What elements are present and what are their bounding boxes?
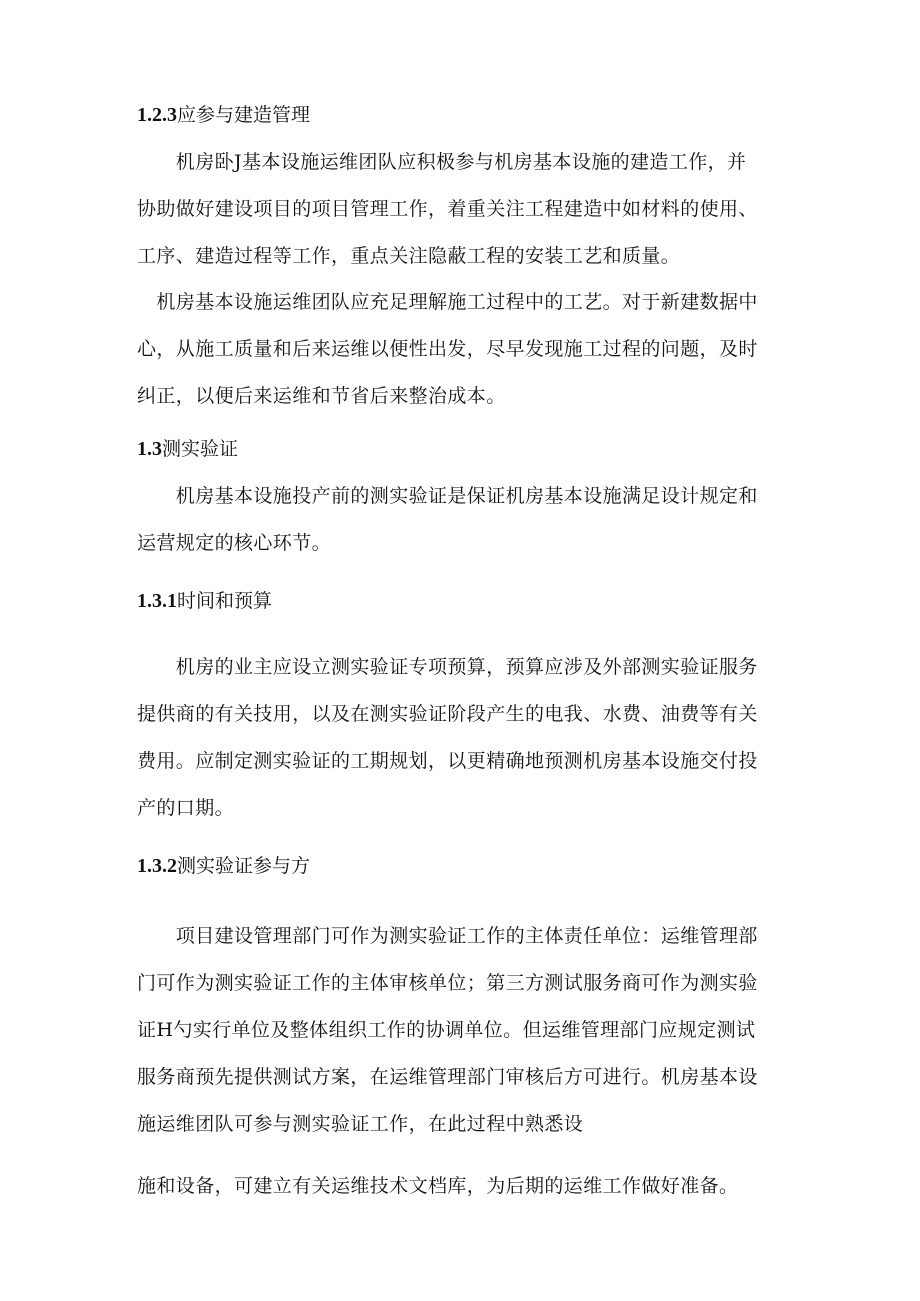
section-heading-1-3-1 [137,589,272,613]
text-line: 产的口期。 [137,797,235,819]
text-line: 施和设备，可建立有关运维技术文档库，为后期的运维工作做好准备。 [137,1175,739,1197]
paragraph [137,150,787,268]
text-line: 纠正，以便后来运维和节省后来整治成本。 [137,385,506,407]
heading-text: 时间和预算 [177,590,273,612]
paragraph [137,484,787,555]
text-line: 项目建设管理部门可作为测实验证工作的主体责任单位：运维管理部 [137,925,758,947]
heading-number: 1.3 [137,438,162,460]
paragraph [137,924,787,1136]
text-line: 心，从施工质量和后来运维以便性出发，尽早发现施工过程的问题，及时 [137,338,758,360]
heading-text: 测实验证 [162,438,239,460]
text-line: 服务商预先提供测试方案，在运维管理部门审核后方可进行。机房基本设 [137,1066,758,1088]
section-heading-1-3-2 [137,854,310,878]
section-heading-1-2-3 [137,103,310,127]
text-line: 机房基本设施运维团队应充足理解施工过程中的工艺。对于新建数据中 [137,291,758,313]
paragraph [137,290,787,408]
text-line: 协助做好建设项目的项目管理工作，着重关注工程建造中如材料的使用、 [137,198,758,220]
text-line: 机房基本设施投产前的测实验证是保证机房基本设施满足设计规定和 [137,485,758,507]
text-line: 工序、建造过程等工作，重点关注隐蔽工程的安装工艺和质量。 [137,245,681,267]
heading-number: 1.2.3 [137,104,177,126]
paragraph [137,1174,787,1198]
heading-number: 1.3.1 [137,590,177,612]
text-line: 提供商的有关技用，以及在测实验证阶段产生的电我、水费、油费等有关 [137,703,758,725]
section-heading-1-3 [137,437,238,461]
heading-text: 测实验证参与方 [177,855,311,877]
text-line: 费用。应制定测实验证的工期规划，以更精确地预测机房基本设施交付投 [137,750,758,772]
heading-text: 应参与建造管理 [177,104,311,126]
text-line: 证H勺实行单位及整体组织工作的协调单位。但运维管理部门应规定测试 [137,1019,756,1041]
paragraph [137,655,787,820]
text-line: 施运维团队可参与测实验证工作，在此过程中熟悉设 [137,1113,584,1135]
heading-number: 1.3.2 [137,855,177,877]
text-line: 门可作为测实验证工作的主体审核单位；第三方测试服务商可作为测实验 [137,972,758,994]
text-line: 机房的业主应设立测实验证专项预算，预算应涉及外部测实验证服务 [137,656,758,678]
text-line: 机房卧J基本设施运维团队应积极参与机房基本设施的建造工作，并 [137,151,747,173]
text-line: 运营规定的核心环节。 [137,532,332,554]
